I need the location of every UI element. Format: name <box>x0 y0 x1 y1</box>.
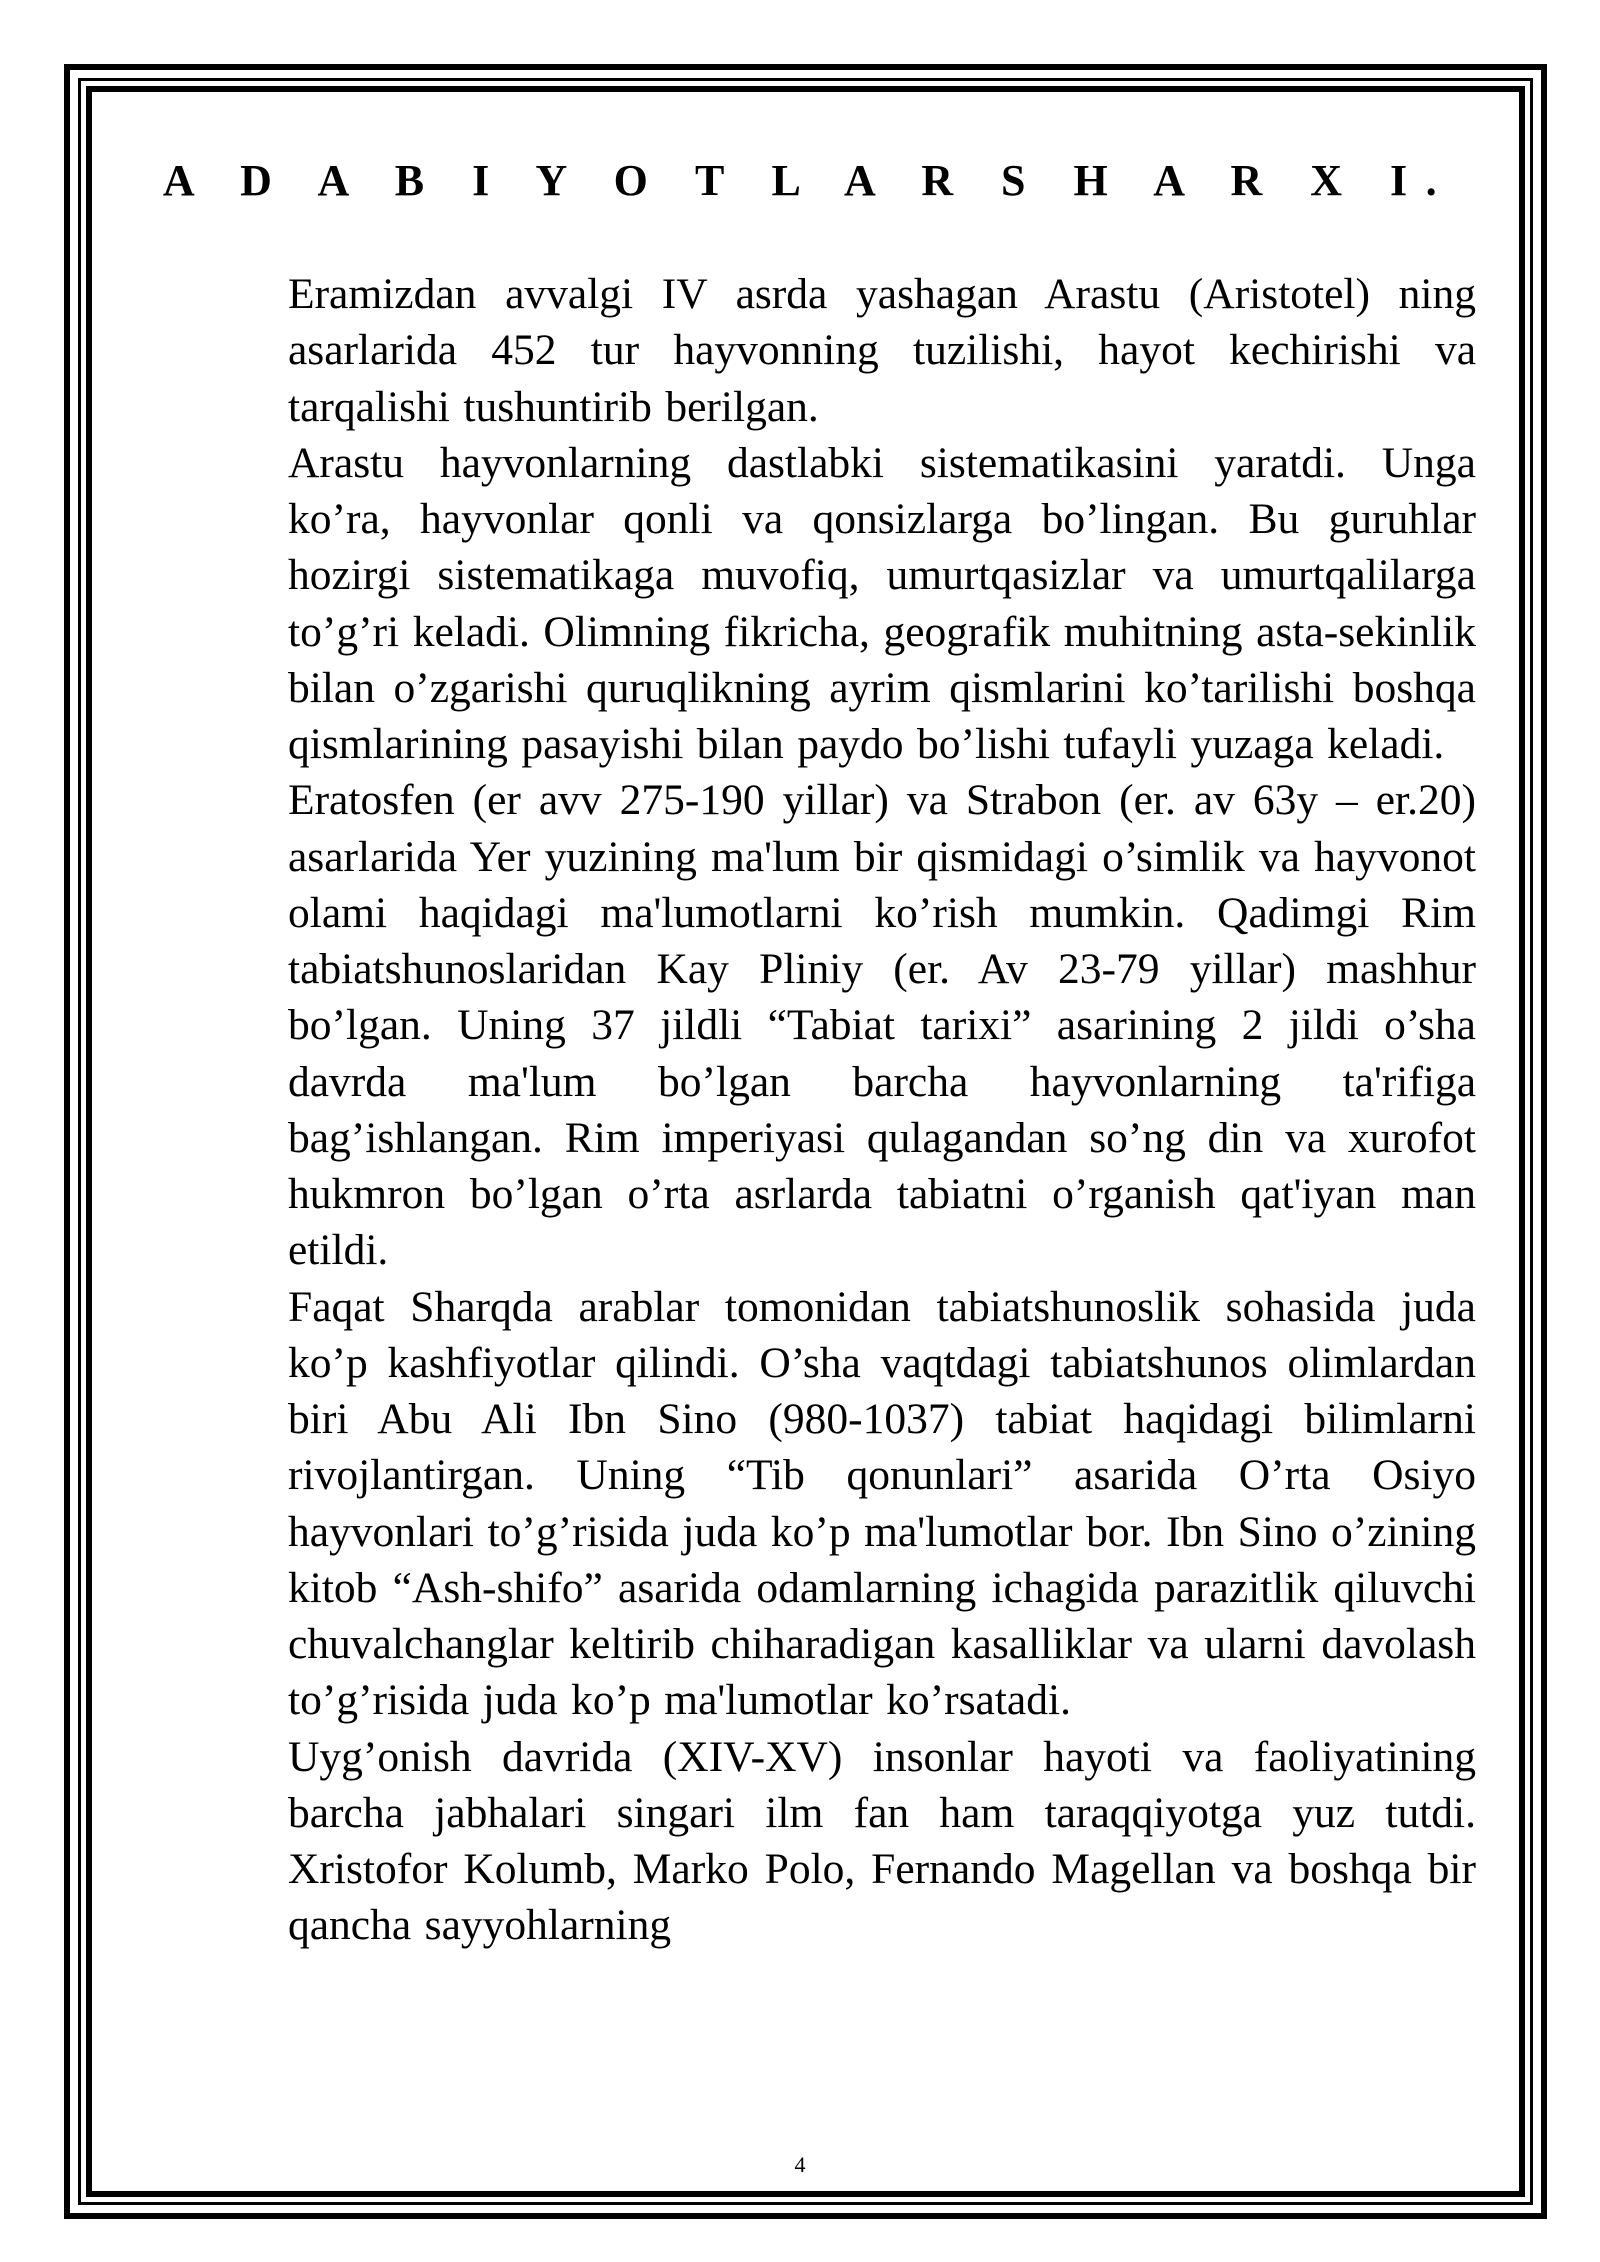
body-text <box>288 266 1476 1954</box>
paragraph-arastu-intro: Eramizdan avvalgi IV asrda yashagan Arastu (Aristotel) ning asarlarida 452 tur hayvonning tuzilishi, hayot kechirishi va tarqalishi tushuntirib berilgan. <box>288 270 1476 431</box>
page-title: A D A B I Y O T L A R S H A R X I. <box>162 156 1456 205</box>
paragraph-renaissance: Uyg’onish davrida (XIV-XV) insonlar hayoti va faoliyatining barcha jabhalari singari ilm fan ham taraqqiyotga yuz tutdi. Xristofor Kolumb, Marko Polo, Fernando Magellan va boshqa bir qancha sayyohlarning <box>288 1732 1476 1950</box>
paragraph-eratosfen-strabon: Eratosfen (er avv 275-190 yillar) va Strabon (er. av 63y – er.20) asarlarida Yer yuzining ma'lum bir qismidagi o’simlik va hayvonot olami haqidagi ma'lumotlarni ko’rish mumkin. Qadimgi Rim tabiatshunoslaridan Kay Pliniy (er. Av 23-79 yillar) mashhur bo’lgan. Uning 37 jildli “Tabiat tarixi” asarining 2 jildi o’sha davrda ma'lum bo’lgan barcha hayvonlarning ta'rifiga bag’ishlangan. Rim imperiyasi qulagandan so’ng din va xurofot hukmron bo’lgan o’rta asrlarda tabiatni o’rganish qat'iyan man etildi. <box>288 776 1476 1275</box>
page-number: 4 <box>794 2152 806 2177</box>
paragraph-ibn-sino: Faqat Sharqda arablar tomonidan tabiatshunoslik sohasida juda ko’p kashfiyotlar qilindi. O’sha vaqtdagi tabiatshunos olimlardan biri Abu Ali Ibn Sino (980-1037) tabiat haqidagi bilimlarni rivojlantirgan. Uning “Tib qonunlari” asarida O’rta Osiyo hayvonlari to’g’risida juda ko’p ma'lumotlar bor. Ibn Sino o’zining kitob “Ash-shifo” asarida odamlarning ichagida parazitlik qiluvchi chuvalchanglar keltirib chiharadigan kasalliklar va ularni davolash to’g’risida juda ko’p ma'lumotlar ko’rsatadi. <box>288 1282 1476 1725</box>
paragraph-arastu-classification: Arastu hayvonlarning dastlabki sistematikasini yaratdi. Unga ko’ra, hayvonlar qonli va qonsizlarga bo’lingan. Bu guruhlar hozirgi sistematikaga muvofiq, umurtqasizlar va umurtqalilarga to’g’ri keladi. Olimning fikricha, geografik muhitning asta-sekinlik bilan o’zgarishi quruqlikning ayrim qismlarini ko’tarilishi boshqa qismlarining pasayishi bilan paydo bo’lishi tufayli yuzaga keladi. <box>288 438 1476 768</box>
